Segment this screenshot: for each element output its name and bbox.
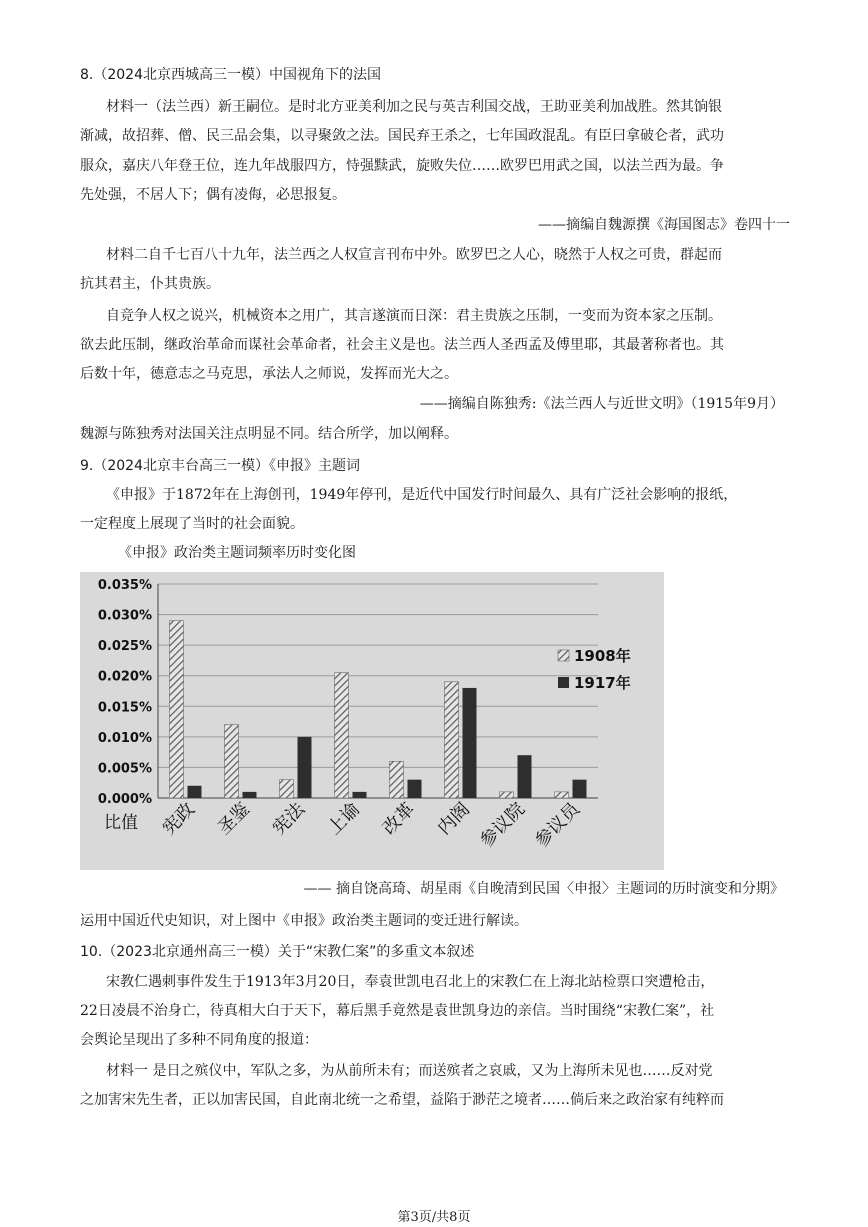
bar-1908 (555, 792, 569, 798)
chart-caption: 《申报》政治类主题词频率历时变化图 (118, 545, 356, 561)
x-tick-label: 宪法 (268, 798, 310, 839)
bar-1917 (353, 792, 367, 798)
q8-material1-source: ——摘编自魏源撰《海国图志》卷四十一 (538, 217, 790, 233)
q10-material1-line: 之加害宋先生者，正以加害民国，自此南北统一之希望，益陷于渺茫之境者……倘后来之政治家有纯粹而 (80, 1092, 724, 1108)
q10-paragraph-line: 会舆论呈现出了多种不同角度的报道： (80, 1032, 318, 1048)
q8-material2-line: 自竞争人权之说兴，机械资本之用广，其言遂演而日深：君主贵族之压制，一变而为资本家之压制。 (106, 308, 722, 324)
bar-1908 (170, 621, 184, 798)
q10-heading: 10.（2023北京通州高三一模）关于“宋教仁案”的多重文本叙述 (80, 944, 475, 960)
y-tick-label: 0.020% (97, 669, 152, 685)
y-tick-label: 0.015% (97, 700, 152, 716)
bar-1917 (518, 755, 532, 798)
x-tick-label: 宪政 (158, 798, 200, 839)
bar-chart (80, 572, 664, 870)
q8-material1-line: 渐减，故招葬、僧、民三品会集，以寻聚敛之法。国民弃王杀之，七年国政混乱。有臣曰拿破仑者，武功 (80, 128, 724, 144)
bar-1917 (463, 688, 477, 798)
x-tick-label: 改革 (378, 798, 420, 839)
q9-heading: 9.（2024北京丰台高三一模）《申报》主题词 (80, 458, 360, 474)
q8-material2-line: 抗其君主，仆其贵族。 (80, 276, 220, 292)
y-tick-label: 0.035% (97, 578, 152, 593)
bar-1908 (500, 792, 514, 798)
x-tick-label: 圣鉴 (213, 798, 255, 839)
bar-1908 (445, 682, 459, 798)
q9-source: —— 摘自饶高琦、胡星雨《自晚清到民国〈申报〉主题词的历时演变和分期》 (303, 881, 784, 897)
q9-question: 运用中国近代史知识，对上图中《申报》政治类主题词的变迁进行解读。 (80, 913, 528, 929)
q8-material1-line: 材料一（法兰西）新王嗣位。是时北方亚美利加之民与英吉利国交战，王助亚美利加战胜。然其饷银 (106, 99, 722, 115)
bar-1917 (573, 780, 587, 798)
bar-1917 (408, 780, 422, 798)
legend-label-1908: 1908年 (574, 647, 631, 665)
bar-1917 (188, 786, 202, 798)
legend-label-1917: 1917年 (574, 674, 631, 692)
y-tick-label: 0.025% (97, 639, 152, 655)
y-axis-label: 比值 (104, 813, 138, 833)
x-tick-label: 参议院 (476, 798, 530, 852)
q8-material1-line: 先处强，不居人下；偶有凌侮，必思报复。 (80, 187, 346, 203)
bar-1908 (390, 761, 404, 798)
page-footer: 第3页/共8页 (397, 1210, 471, 1225)
q8-heading: 8.（2024北京西城高三一模）中国视角下的法国 (80, 67, 381, 83)
y-tick-label: 0.000% (97, 792, 152, 807)
q8-material2-line: 后数十年，德意志之马克思，承法人之师说，发挥而光大之。 (80, 366, 458, 382)
q8-question: 魏源与陈独秀对法国关注点明显不同。结合所学，加以阐释。 (80, 426, 458, 442)
q8-material2-line: 欲去此压制，继政治革命而谋社会革命者，社会主义是也。法兰西人圣西孟及傅里耶，其最著称者也。其 (80, 337, 724, 353)
x-tick-label: 内阁 (433, 798, 475, 839)
bar-1917 (298, 737, 312, 798)
q8-material2-line: 材料二自千七百八十九年，法兰西之人权宣言刊布中外。欧罗巴之人心，晓然于人权之可贵，群起而 (106, 247, 722, 263)
legend-swatch-1917 (558, 677, 569, 688)
q9-intro-line: 一定程度上展现了当时的社会面貌。 (80, 516, 304, 532)
bar-1908 (335, 673, 349, 798)
y-tick-label: 0.005% (97, 761, 152, 777)
q9-intro-line: 《申报》于1872年在上海创刊，1949年停刊，是近代中国发行时间最久、具有广泛社会影响的报纸， (106, 487, 738, 503)
bar-1917 (243, 792, 257, 798)
q8-material1-line: 服众，嘉庆八年登王位，连九年战服四方，恃强黩武，旋败失位……欧罗巴用武之国，以法兰西为最。争 (80, 158, 724, 174)
x-tick-label: 参议员 (531, 798, 585, 852)
q10-paragraph-line: 宋教仁遇刺事件发生于1913年3月20日，奉袁世凯电召北上的宋教仁在上海北站检票口突遭枪击， (106, 974, 715, 990)
x-tick-label: 上谕 (323, 798, 365, 839)
legend-swatch-1908 (558, 650, 569, 661)
bar-1908 (225, 725, 239, 798)
y-tick-label: 0.010% (97, 730, 152, 746)
q10-material1-line: 材料一 是日之殡仪中，军队之多，为从前所未有；而送殡者之哀戚，又为上海所未见也……反对党 (106, 1063, 713, 1079)
q8-material2-source: ——摘编自陈独秀:《法兰西人与近世文明》（1915年9月） (419, 396, 784, 412)
y-tick-label: 0.030% (97, 608, 152, 624)
q10-paragraph-line: 22日凌晨不治身亡，待真相大白于天下，幕后黑手竟然是袁世凯身边的亲信。当时围绕“宋教仁案”，社 (80, 1003, 715, 1019)
bar-1908 (280, 780, 294, 798)
